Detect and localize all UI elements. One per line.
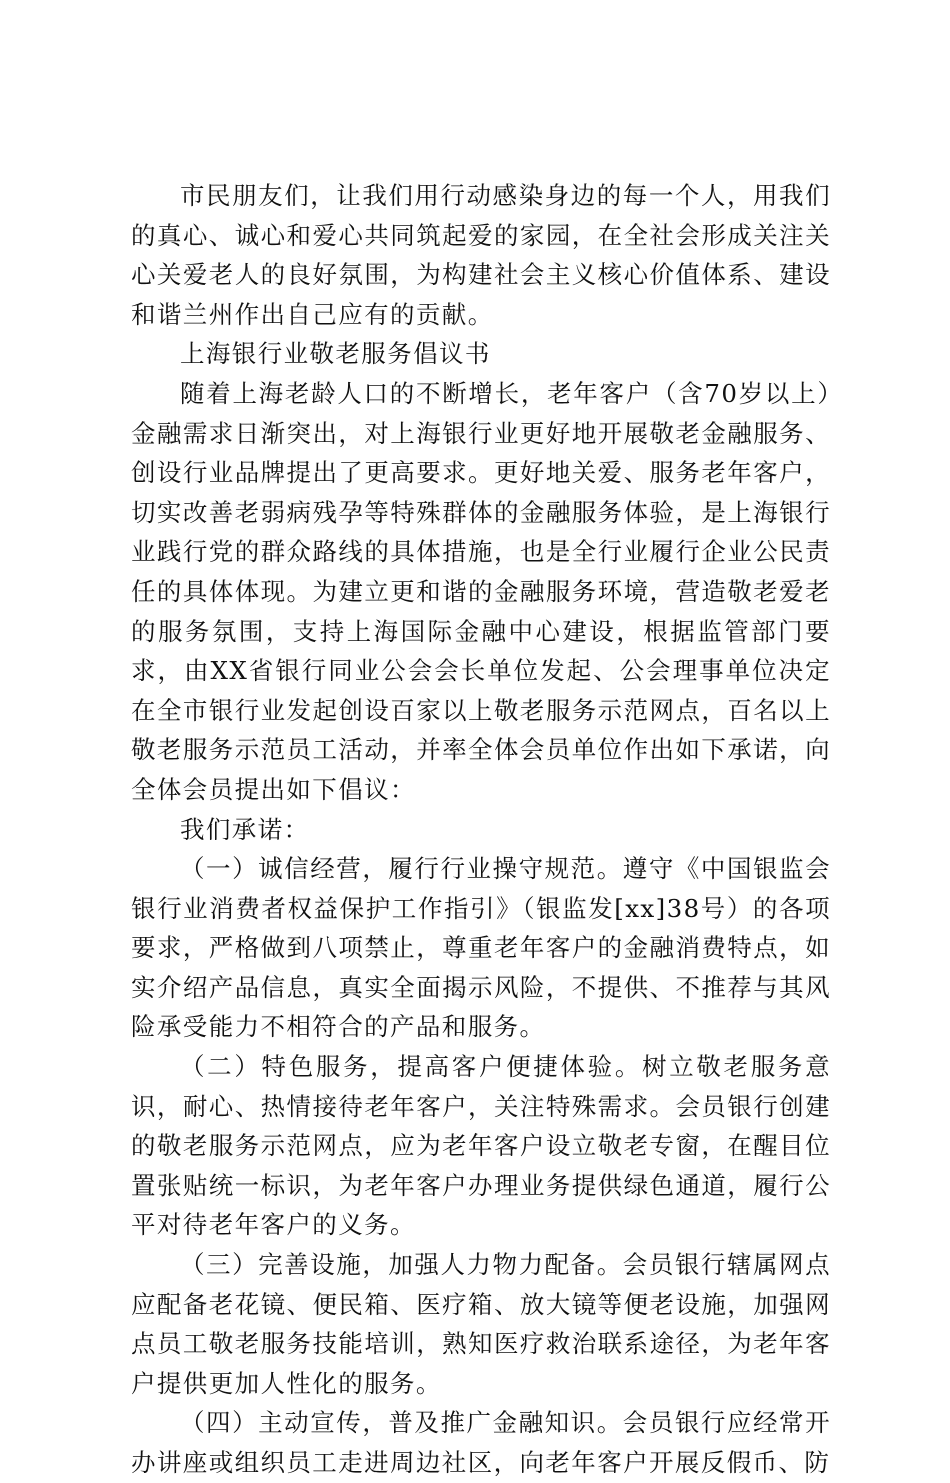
paragraph-item-4: （四）主动宣传，普及推广金融知识。会员银行应经常开办讲座或组织员工走进周边社区，向老年客户开展反假币、防 xyxy=(131,1408,831,1477)
paragraph-item-3: （三）完善设施，加强人力物力配备。会员银行辖属网点应配备老花镜、便民箱、医疗箱、放大镜等便老设施，加强网点员工敬老服务技能培训，熟知医疗救治联系途径，为老年客户提供更加人性化的服务。 xyxy=(131,1250,831,1398)
document-body xyxy=(131,176,831,1483)
paragraph-commitment-heading: 我们承诺： xyxy=(180,814,310,844)
paragraph-introduction: 随着上海老龄人口的不断增长，老年客户（含70岁以上）金融需求日渐突出，对上海银行业更好地开展敬老金融服务、创设行业品牌提出了更高要求。更好地关爱、服务老年客户，切实改善老弱病残孕等特殊群体的金融服务体验，是上海银行业践行党的群众路线的具体措施，也是全行业履行企业公民责任的具体体现。为建立更和谐的金融服务环境，营造敬老爱老的服务氛围，支持上海国际金融中心建设，根据监管部门要求，由XX省银行同业公会会长单位发起、公会理事单位决定在全市银行业发起创设百家以上敬老服务示范网点，百名以上敬老服务示范员工活动，并率全体会员单位作出如下承诺，向全体会员提出如下倡议： xyxy=(131,378,831,804)
paragraph-closing-appeal: 市民朋友们，让我们用行动感染身边的每一个人，用我们的真心、诚心和爱心共同筑起爱的家园，在全社会形成关注关心关爱老人的良好氛围，为构建社会主义核心价值体系、建设和谐兰州作出自己应有的贡献。 xyxy=(131,181,831,329)
paragraph-item-2: （二）特色服务，提高客户便捷体验。树立敬老服务意识，耐心、热情接待老年客户，关注特殊需求。会员银行创建的敬老服务示范网点，应为老年客户设立敬老专窗，在醒目位置张贴统一标识，为老年客户办理业务提供绿色通道，履行公平对待老年客户的义务。 xyxy=(131,1052,831,1240)
paragraph-item-1: （一）诚信经营，履行行业操守规范。遵守《中国银监会银行业消费者权益保护工作指引》（银监发[xx]38号）的各项要求，严格做到八项禁止，尊重老年客户的金融消费特点，如实介绍产品信息，真实全面揭示风险，不提供、不推荐与其风险承受能力不相符合的产品和服务。 xyxy=(131,854,831,1042)
section-title: 上海银行业敬老服务倡议书 xyxy=(180,339,491,369)
